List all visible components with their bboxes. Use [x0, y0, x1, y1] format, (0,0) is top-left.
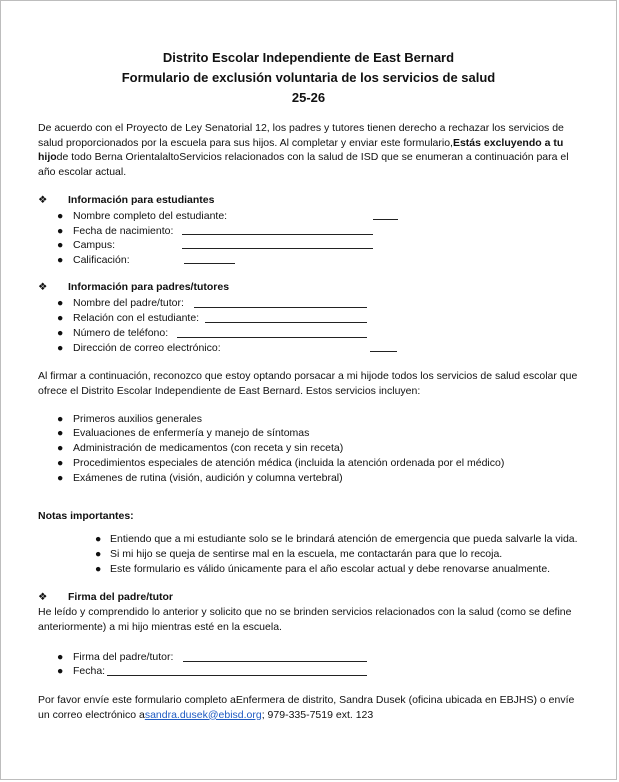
intro-bold-text: Estás excluyendo a tu hijo	[38, 136, 564, 163]
parent-section-title: Información para padres/tutores	[68, 281, 230, 293]
intro-paragraph	[38, 121, 586, 179]
note-label: Entiendo que a mi estudiante solo se le brindará atención de emergencia que pueda salvarle la vida.	[110, 533, 578, 545]
bullet-icon: ●	[57, 210, 64, 222]
relationship-line[interactable]	[205, 322, 367, 323]
bullet-icon: ●	[57, 665, 64, 677]
grade-line[interactable]	[184, 263, 235, 264]
bullet-icon: ●	[57, 472, 64, 484]
signature-paragraph: He leído y comprendido lo anterior y solicito que no se brinden servicios relacionados con la salud (como se define anteriormente) a mi hijo mientras esté en la escuela.	[38, 606, 572, 633]
signature-line[interactable]	[183, 661, 367, 662]
service-label: Procedimientos especiales de atención médica (incluida la atención ordenada por el médico)	[73, 457, 505, 469]
bullet-icon: ●	[57, 239, 64, 251]
service-item	[57, 456, 504, 470]
field-grade	[57, 253, 130, 267]
birth-date-line[interactable]	[182, 234, 373, 235]
diamond-bullet-icon: ❖	[38, 194, 48, 206]
field-label: Número de teléfono:	[73, 327, 169, 339]
field-label: Campus:	[73, 239, 116, 251]
bullet-icon: ●	[57, 254, 64, 266]
footer-phone: ; 979-335-7519 ext. 123	[261, 708, 374, 721]
field-signature	[57, 650, 173, 664]
field-email	[57, 341, 221, 355]
field-label: Relación con el estudiante:	[73, 312, 200, 324]
date-line[interactable]	[107, 675, 367, 676]
field-label: Nombre del padre/tutor:	[73, 297, 184, 309]
diamond-bullet-icon: ❖	[38, 281, 48, 293]
intro-text-continued: de todo Berna OrientalaltoServicios relacionados con la salud de ISD que se enumeran a continuación para el año escolar actual.	[38, 151, 569, 178]
student-name-line[interactable]	[373, 219, 398, 220]
field-relationship	[57, 311, 199, 325]
field-label: Nombre completo del estudiante:	[73, 210, 228, 222]
note-label: Este formulario es válido únicamente para el año escolar actual y debe renovarse anualmente.	[110, 563, 551, 575]
bullet-icon: ●	[57, 225, 64, 237]
bullet-icon: ●	[57, 312, 64, 324]
note-item	[95, 533, 578, 545]
parent-section-heading	[38, 281, 229, 293]
school-year: 25-26	[291, 90, 326, 105]
student-section-heading	[38, 194, 214, 206]
district-title: Distrito Escolar Independiente de East Bernard	[162, 50, 455, 65]
field-campus	[57, 238, 115, 252]
student-section-title: Información para estudiantes	[68, 194, 215, 206]
service-label: Administración de medicamentos (con receta y sin receta)	[73, 442, 344, 454]
parent-name-line[interactable]	[194, 307, 367, 308]
signature-section-title: Firma del padre/tutor	[68, 591, 174, 603]
bullet-icon: ●	[57, 342, 64, 354]
field-student-name	[57, 209, 227, 223]
bullet-icon: ●	[57, 297, 64, 309]
note-item	[95, 563, 550, 575]
service-item	[57, 412, 202, 426]
bullet-icon: ●	[57, 427, 64, 439]
service-label: Exámenes de rutina (visión, audición y columna vertebral)	[73, 472, 343, 484]
bullet-icon: ●	[95, 533, 102, 545]
bullet-icon: ●	[57, 442, 64, 454]
service-item	[57, 471, 343, 485]
phone-line[interactable]	[177, 337, 367, 338]
field-label: Dirección de correo electrónico:	[73, 342, 221, 354]
service-label: Primeros auxilios generales	[73, 413, 202, 425]
field-phone	[57, 326, 168, 340]
field-label: Calificación:	[73, 254, 130, 266]
campus-line[interactable]	[182, 248, 373, 249]
service-item	[57, 426, 309, 440]
field-date	[57, 664, 105, 678]
service-item	[57, 441, 343, 455]
bullet-icon: ●	[57, 457, 64, 469]
field-birth-date	[57, 224, 173, 238]
form-title: Formulario de exclusión voluntaria de los servicios de salud	[121, 70, 496, 85]
intro-text: De acuerdo con el Proyecto de Ley Senatorial 12, los padres y tutores tienen derecho a rechazar los servicios de salud proporcionados por la escuela para sus hijos. Al completar y enviar este formulario,	[38, 122, 564, 149]
bullet-icon: ●	[57, 651, 64, 663]
signature-section-heading	[38, 591, 173, 603]
field-parent-name	[57, 296, 184, 310]
diamond-bullet-icon: ❖	[38, 591, 48, 603]
email-line[interactable]	[370, 351, 397, 352]
bullet-icon: ●	[95, 548, 102, 560]
field-label: Fecha de nacimiento:	[73, 225, 174, 237]
bullet-icon: ●	[57, 327, 64, 339]
footer-paragraph	[38, 693, 586, 722]
field-label: Firma del padre/tutor:	[73, 651, 174, 663]
field-label: Fecha:	[73, 665, 106, 677]
service-label: Evaluaciones de enfermería y manejo de síntomas	[73, 427, 310, 439]
note-item	[95, 548, 502, 560]
consent-paragraph: Al firmar a continuación, reconozco que estoy optando porsacar a mi hijode todos los servicios de salud escolar que ofrece el Distrito Escolar Independiente de East Bernard. Estos servicios incluyen:	[38, 370, 578, 397]
note-label: Si mi hijo se queja de sentirse mal en la escuela, me contactarán para que lo recoja.	[110, 548, 503, 560]
footer-text: Por favor envíe este formulario completo aEnfermera de distrito, Sandra Dusek (oficina ubicada en EBJHS) o envíe un correo electrónico a	[38, 694, 575, 721]
notes-title: Notas importantes:	[38, 510, 134, 522]
email-link[interactable]: sandra.dusek@ebisd.org	[144, 708, 262, 721]
bullet-icon: ●	[57, 413, 64, 425]
bullet-icon: ●	[95, 563, 102, 575]
